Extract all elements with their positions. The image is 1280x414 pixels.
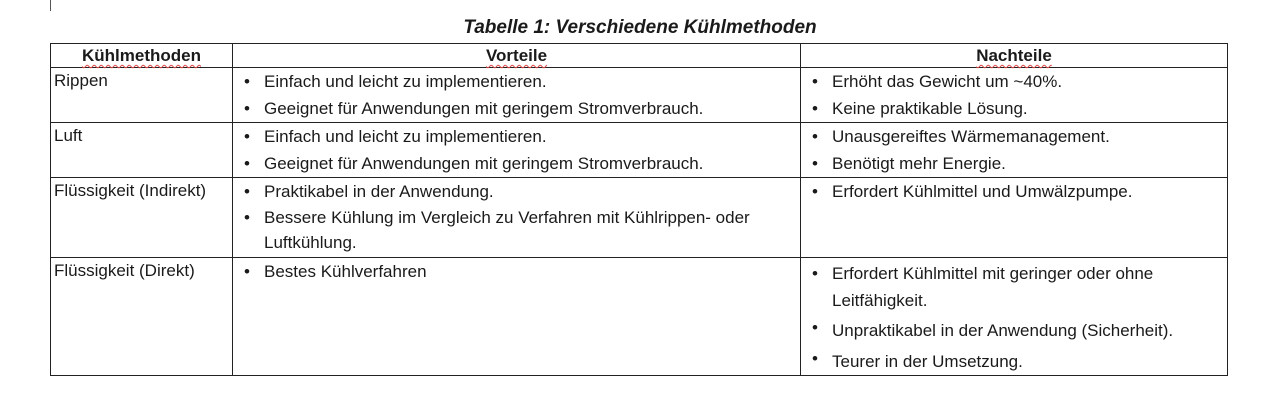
- list-item: • Einfach und leicht zu implementieren.: [236, 123, 797, 150]
- method-cell: Rippen: [51, 68, 233, 123]
- header-advantages: Vorteile: [233, 44, 801, 68]
- advantages-cell: [233, 68, 801, 123]
- list-item: • Keine praktikable Lösung.: [804, 95, 1224, 122]
- method-cell: Luft: [51, 123, 233, 178]
- table-row: [51, 123, 1228, 178]
- header-methods: Kühlmethoden: [51, 44, 233, 68]
- disadvantages-cell: [801, 123, 1228, 178]
- table-row: [51, 178, 1228, 258]
- list-item: • Geeignet für Anwendungen mit geringem Stromverbrauch.: [236, 95, 797, 122]
- text-cursor: [50, 0, 51, 11]
- list-item: • Bestes Kühlverfahren: [236, 258, 797, 285]
- method-cell: Flüssigkeit (Direkt): [51, 258, 233, 376]
- disadvantages-cell: [801, 68, 1228, 123]
- list-item: • Teurer in der Umsetzung.: [804, 345, 1224, 376]
- list-item: • Erfordert Kühlmittel mit geringer oder ohne Leitfähigkeit.: [804, 260, 1224, 314]
- table-row: [51, 258, 1228, 376]
- table-caption: Tabelle 1: Verschiedene Kühlmethoden: [463, 17, 817, 38]
- list-item: • Unpraktikabel in der Anwendung (Sicherheit).: [804, 314, 1224, 345]
- list-item: • Unausgereiftes Wärmemanagement.: [804, 123, 1224, 150]
- advantages-cell: [233, 258, 801, 376]
- header-row: [51, 44, 1228, 68]
- list-item: • Einfach und leicht zu implementieren.: [236, 68, 797, 95]
- disadvantages-cell: [801, 178, 1228, 258]
- cooling-methods-table: [50, 43, 1228, 376]
- list-item: • Bessere Kühlung im Vergleich zu Verfahren mit Kühlrippen- oder Luftkühlung.: [236, 205, 797, 255]
- header-disadvantages: Nachteile: [801, 44, 1228, 68]
- list-item: • Geeignet für Anwendungen mit geringem Stromverbrauch.: [236, 150, 797, 177]
- disadvantages-cell: [801, 258, 1228, 376]
- advantages-cell: [233, 178, 801, 258]
- table-row: [51, 68, 1228, 123]
- list-item: • Benötigt mehr Energie.: [804, 150, 1224, 177]
- list-item: • Erhöht das Gewicht um ~40%.: [804, 68, 1224, 95]
- list-item: • Erfordert Kühlmittel und Umwälzpumpe.: [804, 178, 1224, 205]
- advantages-cell: [233, 123, 801, 178]
- list-item: • Praktikabel in der Anwendung.: [236, 178, 797, 205]
- method-cell: Flüssigkeit (Indirekt): [51, 178, 233, 258]
